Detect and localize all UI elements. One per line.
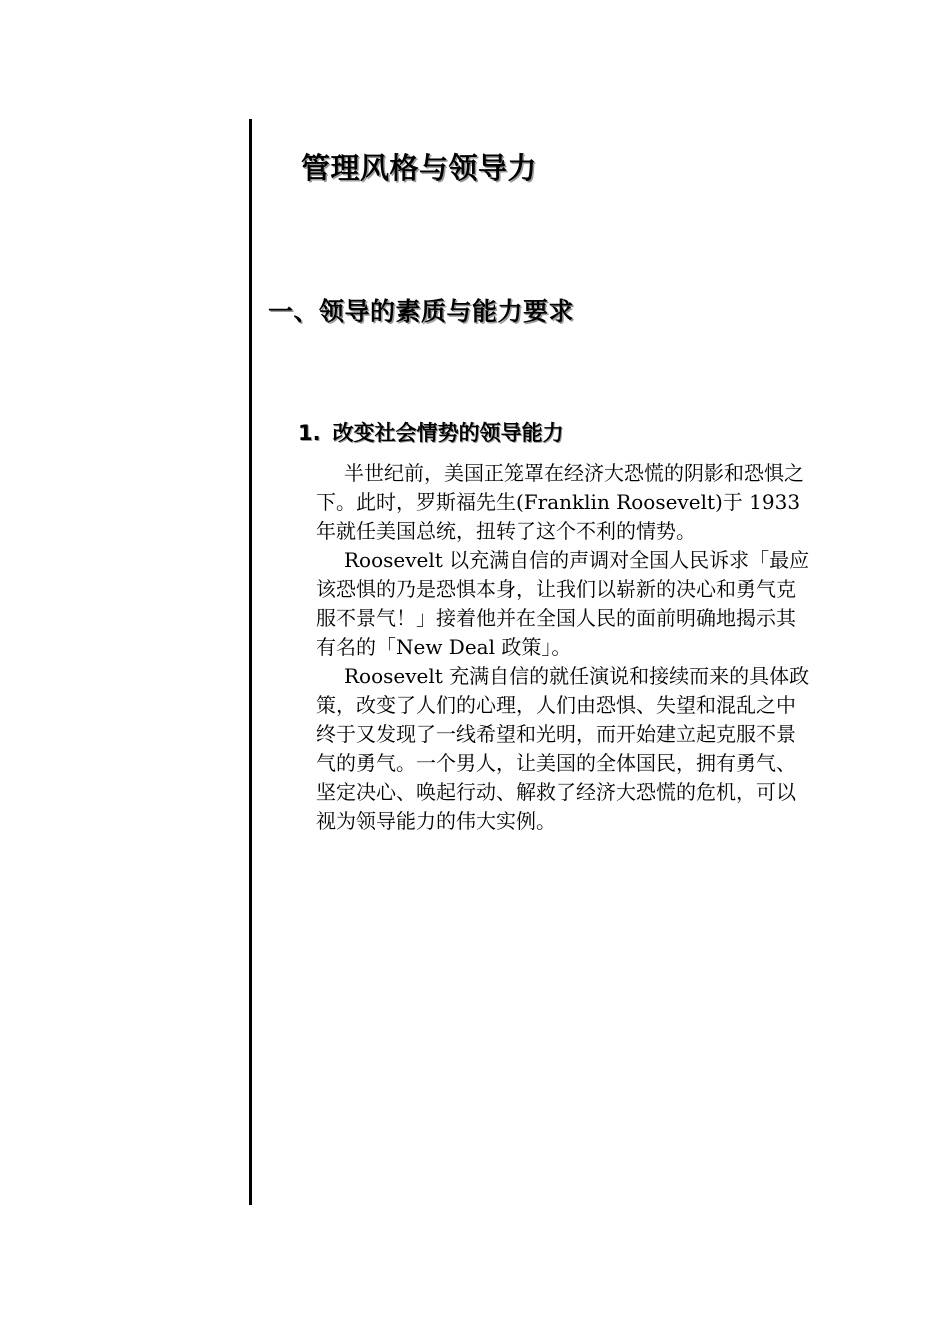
paragraph: Roosevelt 以充满自信的声调对全国人民诉求「最应该恐惧的乃是恐惧本身，让我们以崭新的决心和勇气克服不景气！」接着他并在全国人民的面前明确地揭示其有名的「New Deal 政策」。 bbox=[316, 548, 810, 659]
left-margin-rule bbox=[249, 119, 252, 1205]
body-text bbox=[316, 459, 810, 836]
subsection-title: 改变社会情势的领导能力 bbox=[332, 421, 564, 445]
document-title: 管理风格与领导力 bbox=[301, 151, 538, 185]
section-heading: 一、领导的素质与能力要求 bbox=[268, 297, 575, 326]
subsection-heading bbox=[298, 417, 564, 447]
paragraph: Roosevelt 充满自信的就任演说和接续而来的具体政策，改变了人们的心理，人们由恐惧、失望和混乱之中终于又发现了一线希望和光明，而开始建立起克服不景气的勇气。一个男人，让美国的全体国民，拥有勇气、坚定决心、唤起行动、解救了经济大恐慌的危机，可以视为领导能力的伟大实例。 bbox=[316, 664, 810, 833]
subsection-number: 1. bbox=[298, 421, 321, 445]
paragraph: 半世纪前，美国正笼罩在经济大恐慌的阴影和恐惧之下。此时，罗斯福先生(Franklin Roosevelt)于 1933 年就任美国总统，扭转了这个不利的情势。 bbox=[316, 461, 804, 543]
